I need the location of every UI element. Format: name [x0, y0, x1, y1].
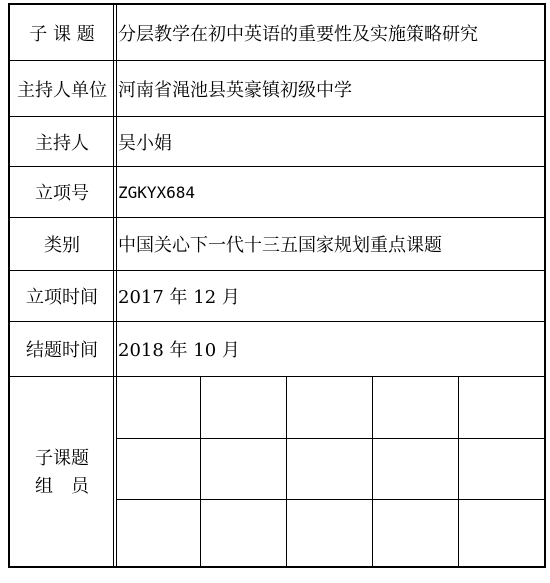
member-cell: [373, 377, 458, 438]
value-category: 中国关心下一代十三五国家规划重点课题: [118, 235, 442, 256]
value-project-number: ZGKYX684: [118, 182, 196, 202]
label-host-unit: 主持人单位: [17, 79, 107, 101]
member-cell: [373, 500, 458, 566]
label-members-line2: 组 员: [35, 475, 89, 497]
member-cell: [287, 377, 372, 438]
member-cell: [117, 439, 200, 499]
label-end-date: 结题时间: [26, 340, 98, 361]
project-info-table: [8, 3, 546, 568]
label-category: 类别: [44, 235, 80, 256]
value-start-date: 2017 年 12 月: [118, 287, 240, 308]
value-host: 吴小娟: [118, 132, 172, 154]
label-subtopic: 子 课 题: [29, 23, 95, 45]
value-subtopic: 分层教学在初中英语的重要性及实施策略研究: [118, 23, 478, 45]
member-cell: [459, 439, 544, 499]
value-end-date: 2018 年 10 月: [118, 340, 240, 361]
value-host-unit: 河南省渑池县英豪镇初级中学: [118, 79, 352, 101]
label-project-number: 立项号: [35, 183, 89, 204]
member-cell: [117, 500, 200, 566]
member-cell: [287, 500, 372, 566]
member-cell: [287, 439, 372, 499]
member-cell: [201, 377, 286, 438]
member-cell: [373, 439, 458, 499]
member-cell: [459, 377, 544, 438]
member-cell: [201, 500, 286, 566]
member-cell: [117, 377, 200, 438]
label-host: 主持人: [35, 132, 89, 154]
label-members-line1: 子课题: [35, 447, 89, 469]
label-members: [10, 377, 114, 568]
member-cell: [459, 500, 544, 566]
member-cell: [201, 439, 286, 499]
label-start-date: 立项时间: [26, 287, 98, 308]
